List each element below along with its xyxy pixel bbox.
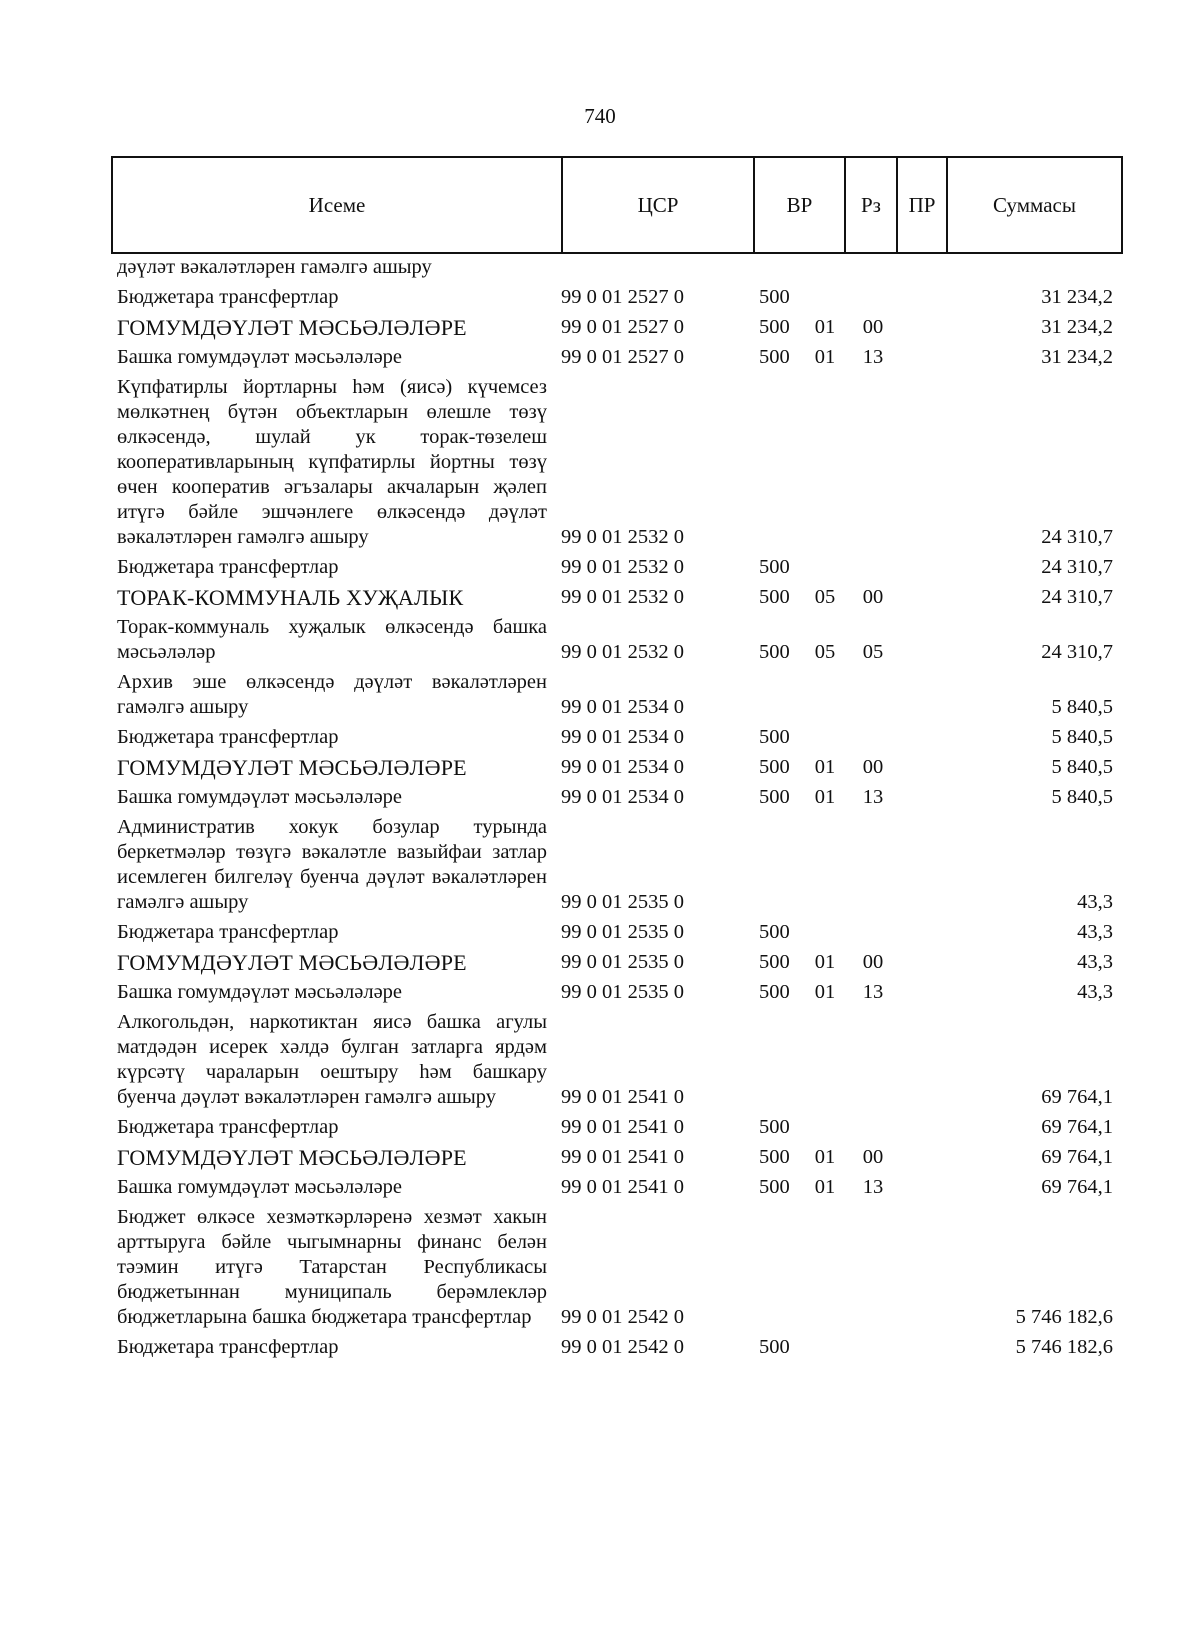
table-row bbox=[117, 1172, 1117, 1202]
row-sum: 24 310,7 bbox=[1041, 556, 1113, 578]
row-sum: 69 764,1 bbox=[1041, 1146, 1113, 1168]
row-vr: 500 bbox=[759, 786, 790, 808]
row-sum: 31 234,2 bbox=[1041, 346, 1113, 368]
row-sum: 31 234,2 bbox=[1041, 316, 1113, 338]
row-name: ГОМУМДӘҮЛӘТ МӘСЬӘЛӘЛӘРЕ bbox=[117, 950, 467, 975]
table-header bbox=[111, 156, 1123, 254]
row-name: ГОМУМДӘҮЛӘТ МӘСЬӘЛӘЛӘРЕ bbox=[117, 755, 467, 780]
row-sum: 43,3 bbox=[1077, 891, 1113, 913]
row-csr: 99 0 01 2542 0 bbox=[561, 1336, 684, 1358]
row-pr: 00 bbox=[862, 586, 884, 608]
row-sum: 69 764,1 bbox=[1041, 1116, 1113, 1138]
row-vr: 500 bbox=[759, 726, 790, 748]
row-vr: 500 bbox=[759, 921, 790, 943]
row-rz: 05 bbox=[814, 641, 836, 663]
table-body bbox=[117, 255, 1117, 1362]
row-name: Бюджет өлкәсе хезмәткәрләренә хезмәт хакын арттыруга бәйле чыгымнарны финанс белән тәэмин итүгә Татарстан Республикасы бюджетыннан муниципаль берәмлекләр бюджетларына башка бюджетара трансфертлар bbox=[117, 1206, 547, 1328]
row-sum: 69 764,1 bbox=[1041, 1086, 1113, 1108]
row-sum: 24 310,7 bbox=[1041, 526, 1113, 548]
row-csr: 99 0 01 2532 0 bbox=[561, 641, 684, 663]
row-name: Бюджетара трансфертлар bbox=[117, 726, 339, 748]
row-vr: 500 bbox=[759, 1176, 790, 1198]
row-rz: 01 bbox=[814, 1146, 836, 1168]
row-csr: 99 0 01 2541 0 bbox=[561, 1116, 684, 1138]
table-row bbox=[117, 977, 1117, 1007]
row-vr: 500 bbox=[759, 286, 790, 308]
table-row bbox=[117, 552, 1117, 582]
table-row bbox=[117, 1007, 1117, 1112]
row-name: Башка гомумдәүләт мәсьәләләре bbox=[117, 346, 403, 368]
row-csr: 99 0 01 2534 0 bbox=[561, 696, 684, 718]
row-rz: 01 bbox=[814, 316, 836, 338]
row-pr: 05 bbox=[862, 641, 884, 663]
row-sum: 5 840,5 bbox=[1051, 786, 1113, 808]
header-vr: ВР bbox=[755, 158, 846, 252]
table-row bbox=[117, 312, 1117, 342]
row-csr: 99 0 01 2534 0 bbox=[561, 726, 684, 748]
row-vr: 500 bbox=[759, 586, 790, 608]
row-vr: 500 bbox=[759, 316, 790, 338]
row-sum: 43,3 bbox=[1077, 921, 1113, 943]
table-row bbox=[117, 1332, 1117, 1362]
row-sum: 5 840,5 bbox=[1051, 696, 1113, 718]
table-row bbox=[117, 582, 1117, 612]
row-name: Архив эше өлкәсендә дәүләт вәкаләтләрен гамәлгә ашыру bbox=[117, 671, 547, 718]
row-csr: 99 0 01 2527 0 bbox=[561, 316, 684, 338]
row-csr: 99 0 01 2541 0 bbox=[561, 1086, 684, 1108]
row-name: Күпфатирлы йортларны һәм (яисә) күчемсез мөлкәтнең бүтән объектларын өлешле төзү өлкәсендә, шулай ук торак-төзелеш кооперативларының күпфатирлы йортны төзү өчен кооператив әгъзалары акчаларын җәлеп итүгә бәйле эшчәнлеге өлкәсендә дәүләт вәкаләтләрен гамәлгә ашыру bbox=[117, 376, 547, 548]
header-rz: Рз bbox=[846, 158, 898, 252]
row-name: Бюджетара трансфертлар bbox=[117, 286, 339, 308]
row-name: дәүләт вәкаләтләрен гамәлгә ашыру bbox=[117, 256, 432, 278]
row-sum: 43,3 bbox=[1077, 951, 1113, 973]
table-row bbox=[117, 1112, 1117, 1142]
row-pr: 13 bbox=[862, 346, 884, 368]
row-csr: 99 0 01 2535 0 bbox=[561, 891, 684, 913]
row-sum: 69 764,1 bbox=[1041, 1176, 1113, 1198]
row-rz: 01 bbox=[814, 786, 836, 808]
row-rz: 01 bbox=[814, 756, 836, 778]
table-row bbox=[117, 282, 1117, 312]
header-name: Исеме bbox=[113, 158, 563, 252]
table-row bbox=[117, 1202, 1117, 1332]
row-csr: 99 0 01 2535 0 bbox=[561, 951, 684, 973]
row-sum: 5 840,5 bbox=[1051, 726, 1113, 748]
row-sum: 31 234,2 bbox=[1041, 286, 1113, 308]
header-pr: ПР bbox=[898, 158, 948, 252]
row-sum: 5 746 182,6 bbox=[1015, 1306, 1113, 1328]
table-row bbox=[117, 782, 1117, 812]
row-name: Алкогольдән, наркотиктан яисә башка агулы матдәдән исерек хәлдә булган затларга ярдәм күрсәтү чараларын оештыру һәм башкару буенча дәүләт вәкаләтләрен гамәлгә ашыру bbox=[117, 1011, 547, 1108]
row-name: Бюджетара трансфертлар bbox=[117, 1116, 339, 1138]
row-vr: 500 bbox=[759, 1336, 790, 1358]
table-row bbox=[117, 947, 1117, 977]
row-sum: 5 840,5 bbox=[1051, 756, 1113, 778]
row-csr: 99 0 01 2527 0 bbox=[561, 346, 684, 368]
table-row bbox=[117, 612, 1117, 667]
header-csr: ЦСР bbox=[563, 158, 755, 252]
row-name: Бюджетара трансфертлар bbox=[117, 921, 339, 943]
row-sum: 24 310,7 bbox=[1041, 641, 1113, 663]
row-name: ГОМУМДӘҮЛӘТ МӘСЬӘЛӘЛӘРЕ bbox=[117, 315, 467, 340]
row-csr: 99 0 01 2535 0 bbox=[561, 921, 684, 943]
row-rz: 01 bbox=[814, 951, 836, 973]
row-vr: 500 bbox=[759, 556, 790, 578]
row-name: Торак-коммуналь хуҗалык өлкәсендә башка мәсьәләләр bbox=[117, 616, 547, 663]
row-csr: 99 0 01 2535 0 bbox=[561, 981, 684, 1003]
row-name: Бюджетара трансфертлар bbox=[117, 556, 339, 578]
row-name: Бюджетара трансфертлар bbox=[117, 1336, 339, 1358]
row-sum: 43,3 bbox=[1077, 981, 1113, 1003]
row-vr: 500 bbox=[759, 346, 790, 368]
table-row bbox=[117, 812, 1117, 917]
row-csr: 99 0 01 2532 0 bbox=[561, 586, 684, 608]
row-csr: 99 0 01 2532 0 bbox=[561, 556, 684, 578]
row-csr: 99 0 01 2534 0 bbox=[561, 786, 684, 808]
row-name: Башка гомумдәүләт мәсьәләләре bbox=[117, 981, 403, 1003]
row-vr: 500 bbox=[759, 1146, 790, 1168]
row-vr: 500 bbox=[759, 641, 790, 663]
row-csr: 99 0 01 2541 0 bbox=[561, 1146, 684, 1168]
row-name: ТОРАК-КОММУНАЛЬ ХУҖАЛЫК bbox=[117, 585, 464, 610]
row-pr: 00 bbox=[862, 1146, 884, 1168]
row-csr: 99 0 01 2542 0 bbox=[561, 1306, 684, 1328]
row-pr: 13 bbox=[862, 1176, 884, 1198]
row-csr: 99 0 01 2541 0 bbox=[561, 1176, 684, 1198]
row-pr: 13 bbox=[862, 981, 884, 1003]
row-csr: 99 0 01 2534 0 bbox=[561, 756, 684, 778]
table-row bbox=[117, 667, 1117, 722]
table-row bbox=[117, 342, 1117, 372]
table-row bbox=[117, 372, 1117, 552]
row-vr: 500 bbox=[759, 951, 790, 973]
row-csr: 99 0 01 2532 0 bbox=[561, 526, 684, 548]
row-name: Башка гомумдәүләт мәсьәләләре bbox=[117, 786, 403, 808]
row-rz: 01 bbox=[814, 346, 836, 368]
table-row bbox=[117, 1142, 1117, 1172]
row-pr: 00 bbox=[862, 316, 884, 338]
row-rz: 01 bbox=[814, 981, 836, 1003]
row-name: Башка гомумдәүләт мәсьәләләре bbox=[117, 1176, 403, 1198]
row-sum: 24 310,7 bbox=[1041, 586, 1113, 608]
table-row bbox=[117, 722, 1117, 752]
row-name: ГОМУМДӘҮЛӘТ МӘСЬӘЛӘЛӘРЕ bbox=[117, 1145, 467, 1170]
row-vr: 500 bbox=[759, 756, 790, 778]
row-vr: 500 bbox=[759, 1116, 790, 1138]
row-rz: 01 bbox=[814, 1176, 836, 1198]
row-csr: 99 0 01 2527 0 bbox=[561, 286, 684, 308]
row-pr: 13 bbox=[862, 786, 884, 808]
table-row bbox=[117, 255, 1117, 282]
header-sum: Суммасы bbox=[993, 192, 1076, 217]
row-vr: 500 bbox=[759, 981, 790, 1003]
row-pr: 00 bbox=[862, 756, 884, 778]
page-number: 740 bbox=[584, 104, 616, 128]
row-name: Административ хокук бозулар турында беркетмәләр төзүгә вәкаләтле вазыйфаи затлар исемлеген билгеләү буенча дәүләт вәкаләтләрен гамәлгә ашыру bbox=[117, 816, 547, 913]
row-rz: 05 bbox=[814, 586, 836, 608]
row-pr: 00 bbox=[862, 951, 884, 973]
row-sum: 5 746 182,6 bbox=[1015, 1336, 1113, 1358]
table-row bbox=[117, 917, 1117, 947]
table-row bbox=[117, 752, 1117, 782]
